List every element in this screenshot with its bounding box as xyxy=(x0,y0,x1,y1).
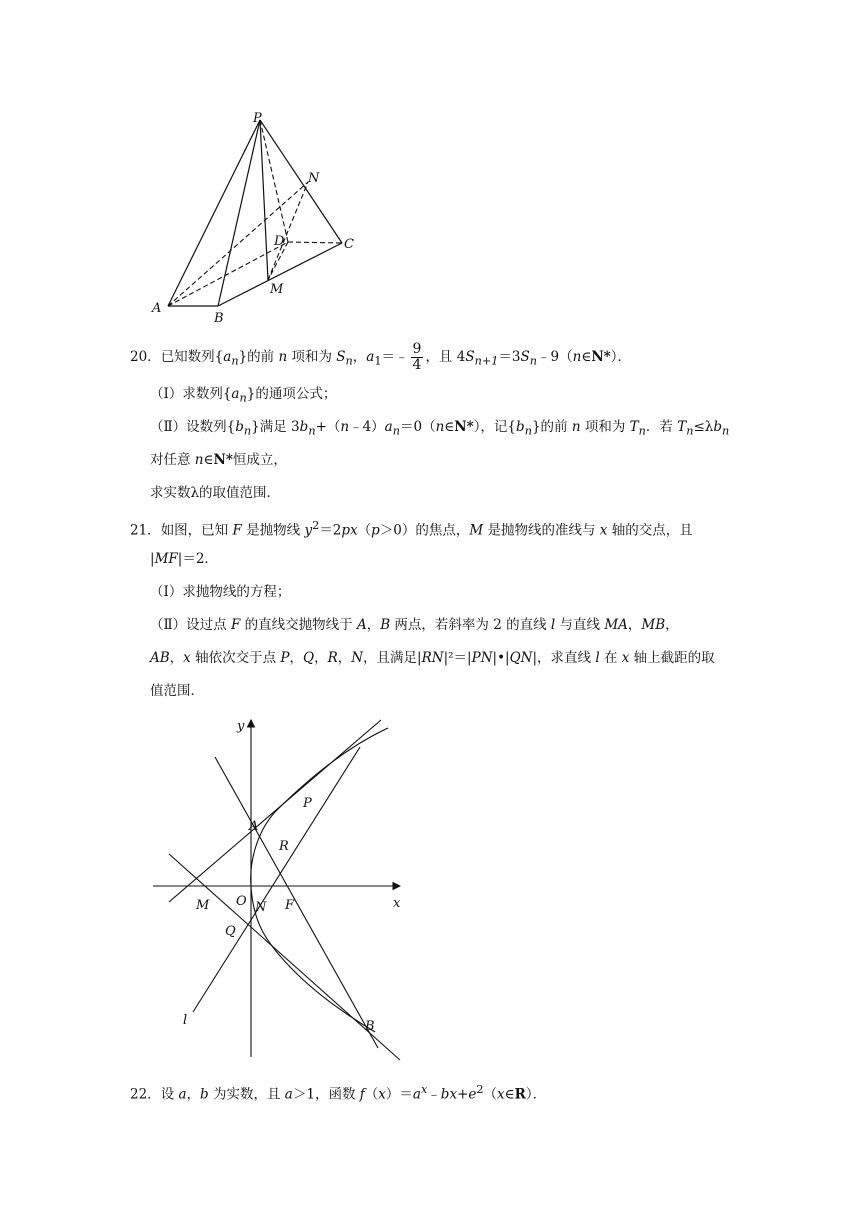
label-Q: Q xyxy=(225,924,236,939)
q21-part2-line2: AB，x 轴依次交于点 P，Q，R，N，且满足|RN|²＝|PN|•|QN|，求直线 l 在 x 轴上截距的取 xyxy=(150,650,715,666)
pyramid-diagram xyxy=(140,100,370,330)
q21-stem: 21．如图，已知 F 是抛物线 $y^2=2px(p>0)$的焦点，M 是抛物线的准线与 x 轴的交点，且 xyxy=(130,519,693,539)
q20-stem: 20．已知数列$\{a_n\}$的前 n 项和为 $S_n$，$a_1=﹣$ $\frac{9}{4}$ ，且 $4S_{n+1}=3S_n﹣9(n\in N*)$． xyxy=(130,341,631,373)
label-P: P xyxy=(303,796,312,811)
fraction-9-4: $\frac{9}{4}$ xyxy=(412,341,422,373)
label-B: B xyxy=(214,311,224,326)
label-P: P xyxy=(253,111,262,126)
q21-part2: （Ⅱ）设过点 F 的直线交抛物线于 A，B 两点，若斜率为 2 的直线 l 与直线 MA，MB， xyxy=(150,617,679,633)
label-M: M xyxy=(270,282,284,297)
label-N: N xyxy=(255,900,267,915)
label-l: l xyxy=(183,1013,188,1028)
label-A: A xyxy=(249,819,259,834)
q20-part2: （Ⅱ）设数列$\{b_n\}$满足 $3b_n+(n﹣4)a_n=0(n\in N*)$，记$\{b_n\}$的前 n 项和为 $T_n$．若 $T_n\le\lambda b_n$ xyxy=(150,419,730,438)
label-y: y xyxy=(237,719,245,734)
parabola-diagram xyxy=(145,712,410,1062)
label-x: x xyxy=(393,896,401,911)
label-A: A xyxy=(152,301,162,316)
label-M: M xyxy=(196,898,210,913)
label-B: B xyxy=(365,1019,375,1034)
label-C: C xyxy=(344,237,354,252)
q20-part2-line2: 对任意 n∈N*恒成立， xyxy=(150,452,287,468)
q20-part2-line3: 求实数λ的取值范围． xyxy=(150,485,281,501)
q22-stem: 22．设 a，b 为实数，且 a＞1，函数 $f(x)=a^x﹣bx+e^2(x\in R)$． xyxy=(130,1083,547,1103)
q21-part1: （Ⅰ）求抛物线的方程； xyxy=(150,584,291,600)
parabola-figure xyxy=(145,712,410,1062)
q21-part2-line3: 值范围． xyxy=(150,683,204,699)
label-O: O xyxy=(236,894,247,909)
pyramid-figure xyxy=(140,100,370,330)
label-D: D xyxy=(274,234,285,249)
label-N: N xyxy=(308,171,320,186)
label-R: R xyxy=(279,839,289,854)
q20-part1: （Ⅰ）求数列$\{a_n\}$的通项公式； xyxy=(150,386,337,405)
label-F: F xyxy=(285,898,295,913)
q21-stem-line2: |MF|＝2． xyxy=(150,551,218,567)
